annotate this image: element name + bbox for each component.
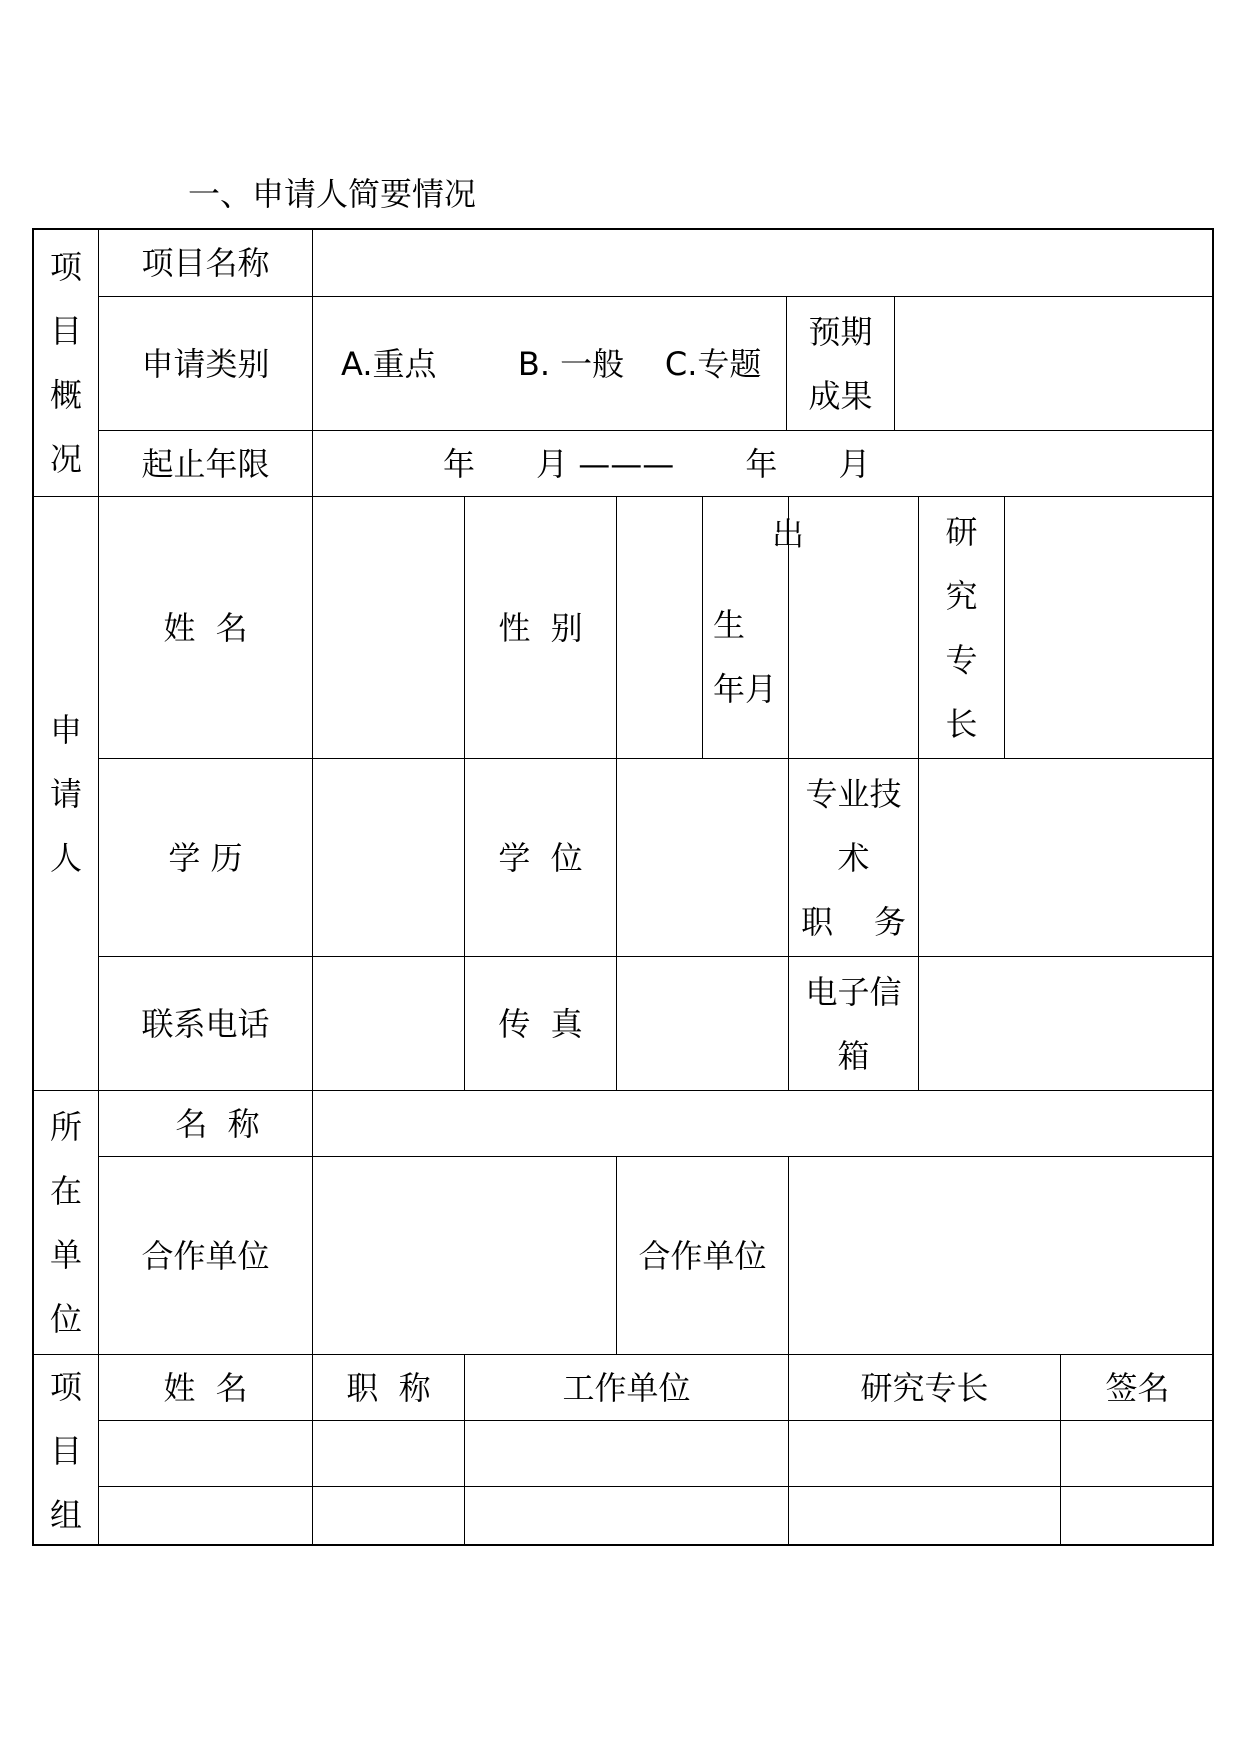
overview-group-label: 项 目 概 况 — [49, 248, 82, 478]
expected-result-label: 预期 成果 — [786, 296, 894, 430]
period-label: 起止年限 — [98, 430, 312, 496]
phone-field[interactable] — [312, 956, 464, 1090]
partner-unit-field-2[interactable] — [788, 1156, 1214, 1354]
name-field[interactable] — [312, 496, 464, 758]
team-row-1-name[interactable] — [98, 1420, 312, 1486]
category-options[interactable]: A.重点 B. 一般 C.专题 — [312, 296, 786, 430]
team-row-2-title[interactable] — [312, 1486, 464, 1546]
partner-unit-label-1: 合作单位 — [98, 1156, 312, 1354]
degree-label: 学 位 — [464, 758, 616, 956]
birth-label-chu: 出 — [772, 515, 805, 553]
project-name-field[interactable] — [312, 230, 1214, 296]
education-field[interactable] — [312, 758, 464, 956]
team-row-1-title[interactable] — [312, 1420, 464, 1486]
fax-field[interactable] — [616, 956, 788, 1090]
partner-unit-field-1[interactable] — [312, 1156, 616, 1354]
professional-title-field[interactable] — [918, 758, 1214, 956]
applicant-group-label: 申 请 人 — [34, 496, 98, 1090]
degree-field[interactable] — [616, 758, 788, 956]
team-group-label: 项 目 组 — [34, 1354, 98, 1546]
birth-field[interactable] — [788, 496, 918, 758]
unit-name-label: 名 称 — [98, 1090, 312, 1156]
email-field[interactable] — [918, 956, 1214, 1090]
team-row-1-signature[interactable] — [1060, 1420, 1214, 1486]
section-title: 一、申请人简要情况 — [188, 175, 477, 213]
team-row-1-workplace[interactable] — [464, 1420, 788, 1486]
expected-result-field[interactable] — [894, 296, 1214, 430]
phone-label: 联系电话 — [98, 956, 312, 1090]
team-row-2-name[interactable] — [98, 1486, 312, 1546]
partner-unit-label-2: 合作单位 — [616, 1156, 788, 1354]
category-label: 申请类别 — [98, 296, 312, 430]
gender-label: 性 别 — [464, 496, 616, 758]
education-label: 学 历 — [98, 758, 312, 956]
team-header-workplace: 工作单位 — [464, 1354, 788, 1420]
team-row-2-signature[interactable] — [1060, 1486, 1214, 1546]
name-label: 姓 名 — [98, 496, 312, 758]
team-row-2-workplace[interactable] — [464, 1486, 788, 1546]
project-name-label: 项目名称 — [98, 230, 312, 296]
team-header-name: 姓 名 — [98, 1354, 312, 1420]
unit-group-label: 所 在 单 位 — [34, 1090, 98, 1354]
applicant-info-form — [32, 228, 1214, 1546]
birth-label: 生 年月 — [713, 606, 778, 708]
unit-name-field[interactable] — [312, 1090, 1214, 1156]
team-header-specialty: 研究专长 — [788, 1354, 1060, 1420]
professional-title-label: 专业技 术 职 务 — [788, 758, 918, 956]
team-row-1-specialty[interactable] — [788, 1420, 1060, 1486]
team-header-title: 职 称 — [312, 1354, 464, 1420]
specialty-field[interactable] — [1004, 496, 1214, 758]
period-field[interactable]: 年 月 ——— 年 月 — [312, 430, 1214, 496]
fax-label: 传 真 — [464, 956, 616, 1090]
gender-field[interactable] — [616, 496, 702, 758]
email-label: 电子信 箱 — [788, 956, 918, 1090]
specialty-label: 研 究 专 长 — [918, 496, 1004, 758]
team-row-2-specialty[interactable] — [788, 1486, 1060, 1546]
team-header-signature: 签名 — [1060, 1354, 1214, 1420]
